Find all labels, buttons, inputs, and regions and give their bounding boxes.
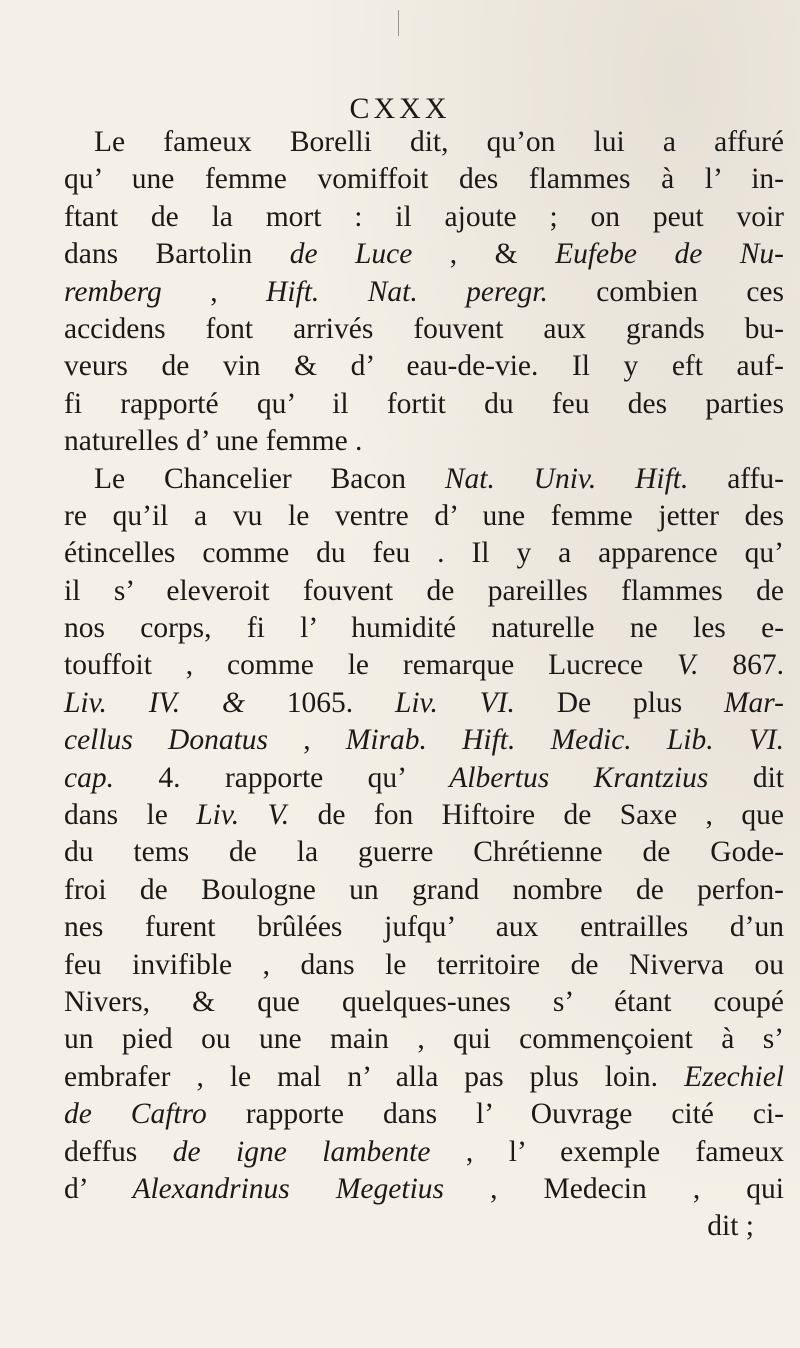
text-line xyxy=(64,1208,784,1245)
text-line xyxy=(64,872,784,909)
text-line xyxy=(64,274,784,311)
text-line xyxy=(64,423,784,460)
italic-text: Liv. V. xyxy=(196,799,290,832)
text-line xyxy=(64,535,784,572)
text-run: , Medecin , qui xyxy=(444,1172,784,1205)
text-line xyxy=(64,797,784,834)
text-run: froi de Boulogne un grand nombre de perfon- xyxy=(64,873,784,906)
italic-text: Mar- xyxy=(723,686,785,719)
text-line xyxy=(64,386,784,423)
text-run: nos corps, fi l’ humidité naturelle ne les e- xyxy=(64,612,784,645)
text-run: nes furent brûlées jufqu’ aux entrailles d’un xyxy=(64,911,784,944)
italic-text: Albertus Krantzius xyxy=(449,761,709,794)
text-line xyxy=(64,161,784,198)
italic-text: remberg xyxy=(64,275,162,308)
text-run: embrafer , le mal n’ alla pas plus loin. xyxy=(64,1060,685,1093)
italic-text: V. xyxy=(676,649,699,682)
text-line xyxy=(64,199,784,236)
text-run: feu invifible , dans le territoire de Niverva ou xyxy=(64,948,784,981)
text-line xyxy=(64,909,784,946)
text-run: ftant de la mort : il ajoute ; on peut voir xyxy=(64,200,784,233)
text-run: 867. xyxy=(698,649,784,682)
text-line xyxy=(64,610,784,647)
italic-text: Nat. Univ. Hift. xyxy=(444,462,689,495)
page-number: CXXX xyxy=(349,92,451,125)
italic-text: de Caftro xyxy=(64,1098,207,1131)
text-line xyxy=(64,834,784,871)
text-line xyxy=(64,947,784,984)
text-run: 4. rapporte qu’ xyxy=(113,761,450,794)
text-run: de fon Hiftoire de Saxe , que xyxy=(289,799,784,832)
italic-text: Alexandrinus Megetius xyxy=(132,1172,444,1205)
text-run xyxy=(637,238,674,270)
text-line xyxy=(64,1059,784,1096)
text-run: re qu’il a vu le ventre d’ une femme jetter des xyxy=(64,499,784,532)
text-run: , xyxy=(161,275,267,308)
italic-text: de igne lambente xyxy=(172,1135,431,1168)
text-run: , l’ exemple fameux xyxy=(430,1135,784,1168)
text-run: , & xyxy=(412,238,556,271)
text-run: Le fameux Borelli dit, qu’on lui a affuré xyxy=(94,126,784,158)
text-run: naturelles d’ une femme . xyxy=(64,425,363,458)
text-run: Le Chancelier Bacon xyxy=(94,462,445,495)
text-run: , xyxy=(268,724,346,757)
italic-text: cellus Donatus xyxy=(64,724,268,757)
italic-text: Mirab. Hift. Medic. Lib. VI. xyxy=(345,724,785,757)
text-run: combien ces xyxy=(547,275,784,308)
body-text xyxy=(64,124,784,1246)
italic-text: de Luce xyxy=(289,238,413,271)
text-run: dans Bartolin xyxy=(64,238,290,271)
text-run: fi rapporté qu’ il fortit du feu des parties xyxy=(64,387,784,420)
text-line xyxy=(64,1171,784,1208)
text-line xyxy=(64,760,784,797)
italic-text: Eufebe xyxy=(555,238,637,271)
text-line xyxy=(64,647,784,684)
text-line xyxy=(64,461,784,498)
text-run: veurs de vin & d’ eau-de-vie. Il y eft auf- xyxy=(64,350,784,383)
italic-text: Hift. Nat. peregr. xyxy=(266,275,548,308)
text-run: un pied ou une main , qui commençoient à s’ xyxy=(64,1023,784,1056)
text-run: dit ; xyxy=(707,1210,754,1243)
text-line xyxy=(64,573,784,610)
italic-text: de Nu- xyxy=(674,238,784,271)
text-run: du tems de la guerre Chrétienne de Gode- xyxy=(64,836,784,869)
text-line xyxy=(64,1021,784,1058)
text-run: accidens font arrivés fouvent aux grands bu- xyxy=(64,312,784,345)
text-line xyxy=(64,1134,784,1171)
italic-text: cap. xyxy=(64,761,114,794)
text-run: De plus xyxy=(514,686,724,719)
text-run: étincelles comme du feu . Il y a apparence qu’ xyxy=(64,537,784,570)
paper-mark xyxy=(398,10,399,36)
text-run: d’ xyxy=(64,1172,133,1205)
text-run: Nivers, & que quelques-unes s’ étant coupé xyxy=(64,985,784,1018)
text-line xyxy=(64,1096,784,1133)
text-run: il s’ eleveroit fouvent de pareilles flammes de xyxy=(64,574,784,607)
text-line xyxy=(64,124,784,161)
text-line xyxy=(64,498,784,535)
text-run: touffoit , comme le remarque Lucrece xyxy=(64,649,677,682)
text-run: dans le xyxy=(64,799,197,832)
text-run: 1065. xyxy=(286,686,395,719)
italic-text: Liv. IV. & xyxy=(64,686,287,719)
text-run: deffus xyxy=(64,1135,173,1168)
text-line xyxy=(64,311,784,348)
text-run: affu- xyxy=(688,462,784,495)
text-line xyxy=(64,984,784,1021)
text-line xyxy=(64,722,784,759)
text-run: qu’ une femme vomiffoit des flammes à l’ in- xyxy=(64,163,784,196)
text-line xyxy=(64,348,784,385)
italic-text: Ezechiel xyxy=(684,1060,784,1093)
text-line xyxy=(64,685,784,722)
text-run: dit xyxy=(708,761,784,794)
italic-text: Liv. VI. xyxy=(394,686,515,719)
text-line xyxy=(64,236,784,273)
text-run: rapporte dans l’ Ouvrage cité ci- xyxy=(206,1098,784,1131)
